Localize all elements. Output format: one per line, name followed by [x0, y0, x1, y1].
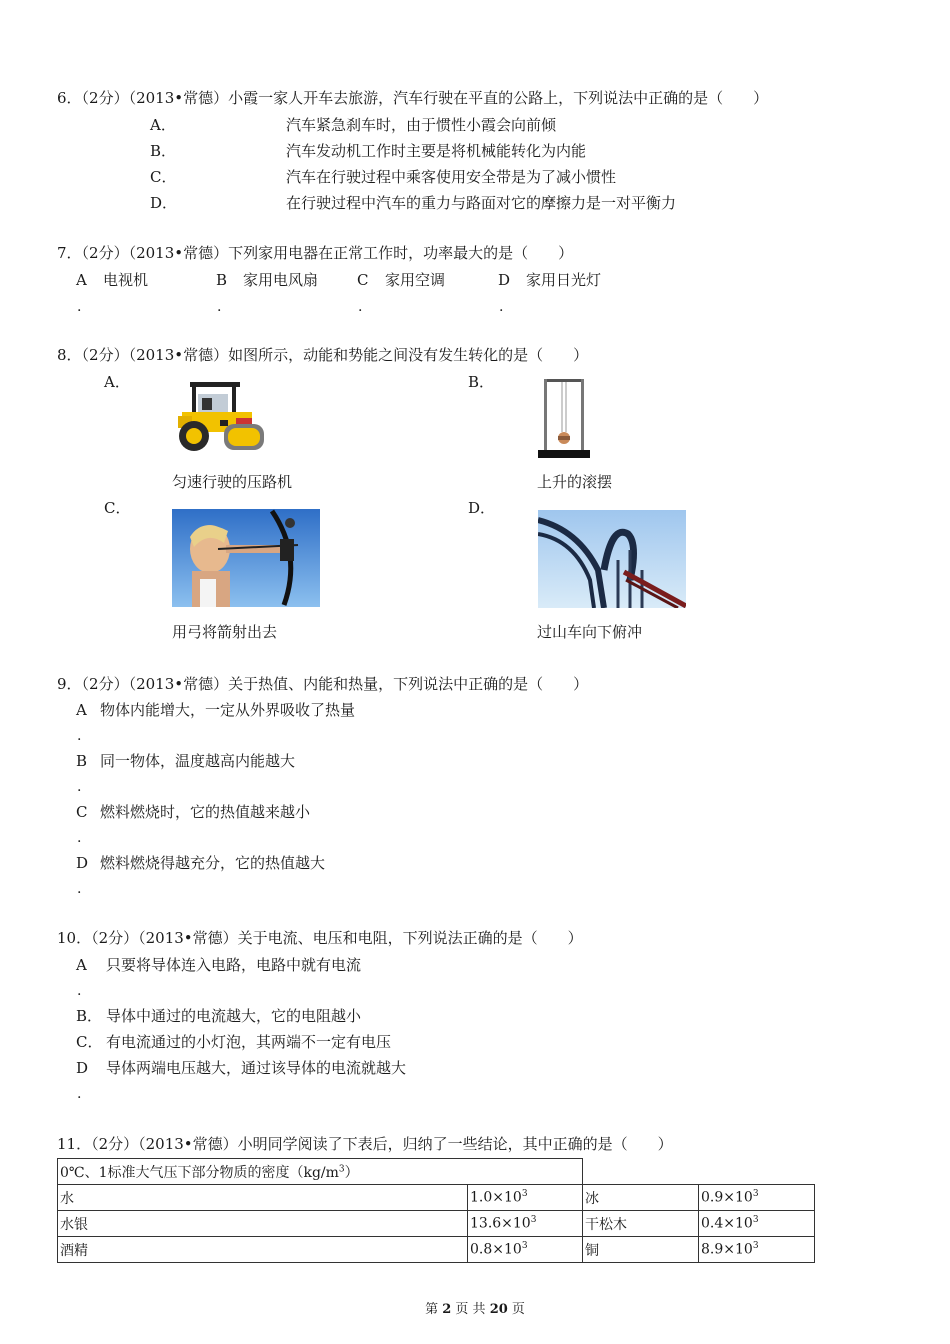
q11-stem: 11．（2分）（2013•常德）小明同学阅读了下表后，归纳了一些结论，其中正确的是（ ）: [57, 1135, 673, 1153]
q7-option-b-letter: B: [216, 271, 228, 289]
density-cell: [468, 1237, 583, 1263]
q10-dot: .: [77, 1086, 82, 1102]
density-cell: [699, 1211, 815, 1237]
q6-option-b-text: 汽车发动机工作时主要是将机械能转化为内能: [286, 142, 587, 160]
footer-middle: 页 共: [455, 1302, 486, 1317]
q9-option-a-letter: A: [76, 701, 87, 719]
q9-option-d-text: 燃料燃烧得越充分，它的热值越大: [100, 854, 326, 872]
density-cell: [468, 1185, 583, 1211]
density-value: 13.6×10: [470, 1215, 531, 1232]
maxwell-wheel-image: [536, 378, 592, 464]
q8-option-b-letter: B．: [468, 373, 495, 391]
archer-image: [172, 509, 320, 607]
q10-option-c-text: 有电流通过的小灯泡，其两端不一定有电压: [106, 1033, 392, 1051]
substance-cell: 铜: [583, 1237, 699, 1263]
q6-option-a-text: 汽车紧急刹车时，由于惯性小霞会向前倾: [286, 116, 557, 134]
table-header-row: [58, 1159, 815, 1185]
q9-option-b-text: 同一物体，温度越高内能越大: [100, 752, 296, 770]
density-value: 0.9×10: [701, 1189, 753, 1206]
q6-option-c-text: 汽车在行驶过程中乘客使用安全带是为了减小惯性: [286, 168, 617, 186]
footer-suffix: 页: [511, 1302, 525, 1317]
q9-option-c-text: 燃料燃烧时，它的热值越来越小: [100, 803, 311, 821]
density-cell: [468, 1211, 583, 1237]
q8-stem: 8．（2分）（2013•常德）如图所示，动能和势能之间没有发生转化的是（ ）: [57, 346, 589, 364]
q7-option-a-text: 电视机: [103, 271, 149, 289]
q7-dot: .: [217, 299, 222, 315]
page-footer: [0, 1300, 950, 1320]
table-row: [58, 1211, 815, 1237]
q8-option-c-caption: 用弓将箭射出去: [172, 623, 278, 641]
q7-dot: .: [499, 299, 504, 315]
density-table: [57, 1158, 815, 1263]
density-exponent: 3: [752, 1215, 759, 1226]
density-cell: [699, 1237, 815, 1263]
density-exponent: 3: [521, 1189, 528, 1200]
substance-cell: 干松木: [583, 1211, 699, 1237]
q9-option-a-text: 物体内能增大，一定从外界吸收了热量: [100, 701, 356, 719]
density-cell: [699, 1185, 815, 1211]
q9-dot: .: [77, 779, 82, 795]
density-value: 1.0×10: [470, 1189, 522, 1206]
q10-option-d-text: 导体两端电压越大，通过该导体的电流就越大: [106, 1059, 407, 1077]
q7-option-d-letter: D: [498, 271, 511, 289]
density-value: 8.9×10: [701, 1241, 753, 1258]
q7-dot: .: [358, 299, 363, 315]
q7-dot: .: [77, 299, 82, 315]
substance-cell: 冰: [583, 1185, 699, 1211]
q9-stem: 9．（2分）（2013•常德）关于热值、内能和热量，下列说法中正确的是（ ）: [57, 675, 589, 693]
q8-option-d-caption: 过山车向下俯冲: [537, 623, 643, 641]
q7-option-a-letter: A: [76, 271, 87, 289]
table-row: [58, 1237, 815, 1263]
density-exponent: 3: [530, 1215, 537, 1226]
q8-option-a-letter: A．: [104, 373, 130, 391]
q10-option-b-text: 导体中通过的电流越大，它的电阻越小: [106, 1007, 362, 1025]
q9-option-c-letter: C: [76, 803, 88, 821]
q6-stem: 6．（2分）（2013•常德）小霞一家人开车去旅游，汽车行驶在平直的公路上，下列说法中正确的是（ ）: [57, 89, 769, 107]
density-value: 0.8×10: [470, 1241, 522, 1258]
q10-dot: .: [77, 983, 82, 999]
q10-option-a-letter: A: [76, 956, 87, 974]
q10-stem: 10．（2分）（2013•常德）关于电流、电压和电阻，下列说法正确的是（ ）: [57, 929, 583, 947]
footer-page-number: 2: [442, 1302, 452, 1317]
table-row: [58, 1185, 815, 1211]
table-header-tail: ）: [344, 1164, 359, 1181]
footer-total-pages: 20: [489, 1302, 508, 1317]
substance-cell: 水银: [58, 1211, 468, 1237]
q10-option-b-letter: B．: [76, 1007, 103, 1025]
q10-option-d-letter: D: [76, 1059, 89, 1077]
q9-dot: .: [77, 830, 82, 846]
q8-option-b-caption: 上升的滚摆: [537, 473, 613, 491]
q6-option-d-text: 在行驶过程中汽车的重力与路面对它的摩擦力是一对平衡力: [286, 194, 677, 212]
q9-option-b-letter: B: [76, 752, 88, 770]
q8-option-c-letter: C．: [104, 499, 131, 517]
road-roller-image: [172, 380, 270, 460]
substance-cell: 酒精: [58, 1237, 468, 1263]
q6-option-b-letter: B．: [150, 142, 177, 160]
footer-prefix: 第: [425, 1302, 439, 1317]
table-header-cell: [58, 1159, 583, 1185]
q8-option-a-caption: 匀速行驶的压路机: [172, 473, 293, 491]
substance-cell: 水: [58, 1185, 468, 1211]
table-header-exponent: 3: [338, 1163, 345, 1174]
density-exponent: 3: [752, 1189, 759, 1200]
density-exponent: 3: [752, 1241, 759, 1252]
table-header-text: 0℃、1标准大气压下部分物质的密度（kg/m: [60, 1164, 339, 1181]
table-header-blank: [583, 1159, 815, 1185]
q8-option-d-letter: D．: [468, 499, 496, 517]
q7-option-d-text: 家用日光灯: [526, 271, 602, 289]
q6-option-c-letter: C．: [150, 168, 177, 186]
q9-dot: .: [77, 728, 82, 744]
density-value: 0.4×10: [701, 1215, 753, 1232]
q10-option-a-text: 只要将导体连入电路，电路中就有电流: [106, 956, 362, 974]
q9-option-d-letter: D: [76, 854, 89, 872]
q6-option-a-letter: A．: [150, 116, 176, 134]
density-exponent: 3: [521, 1241, 528, 1252]
q7-option-c-text: 家用空调: [385, 271, 446, 289]
q7-option-b-text: 家用电风扇: [243, 271, 319, 289]
q10-option-c-letter: C．: [76, 1033, 103, 1051]
q7-stem: 7．（2分）（2013•常德）下列家用电器在正常工作时，功率最大的是（ ）: [57, 244, 574, 262]
roller-coaster-image: [538, 510, 686, 608]
q9-dot: .: [77, 881, 82, 897]
q6-option-d-letter: D．: [150, 194, 178, 212]
q7-option-c-letter: C: [357, 271, 369, 289]
